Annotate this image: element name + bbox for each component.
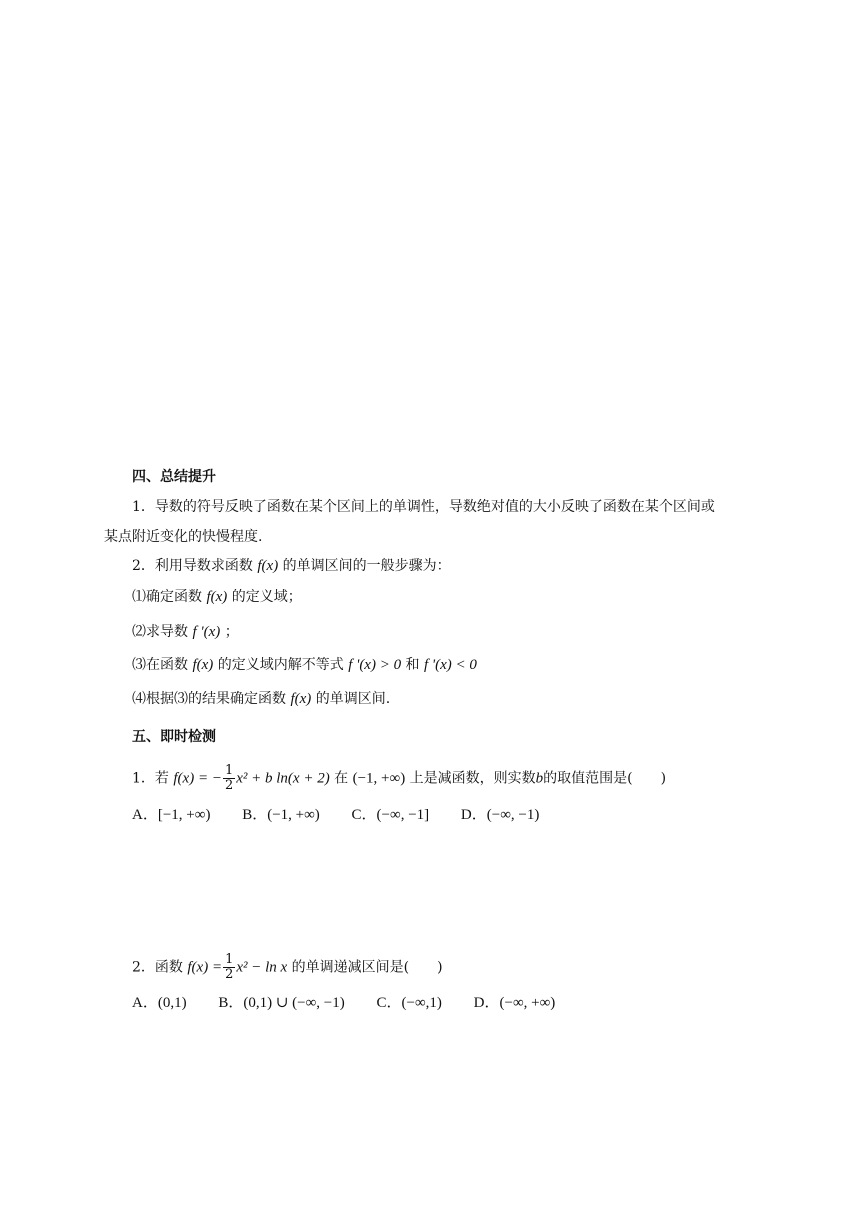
question-1-var-b: b (535, 770, 544, 787)
summary-point-2 (132, 556, 451, 576)
step-4-suffix: 的单调区间. (315, 691, 391, 707)
section-4-heading: 四、总结提升 (132, 469, 216, 485)
fraction-numerator: 1 (225, 952, 234, 967)
step-2 (132, 622, 239, 642)
question-2-expr-lhs: f(x) = (187, 959, 223, 976)
step-2-suffix: ； (224, 624, 239, 640)
question-1-options (132, 805, 539, 825)
section-5-heading: 五、即时检测 (132, 729, 216, 745)
question-2-expr-rhs: x² − ln x (236, 959, 288, 976)
step-1-prefix: ⑴确定函数 (132, 589, 202, 605)
function-fx: f(x) (257, 558, 279, 574)
question-1 (132, 764, 666, 793)
question-1-option-c[interactable]: C．(−∞, −1] (351, 807, 430, 823)
one-half-fraction (223, 953, 235, 982)
step-2-prefix: ⑵求导数 (132, 624, 188, 640)
question-1-option-b[interactable]: B．(−1, +∞) (242, 807, 320, 823)
question-2-option-a[interactable]: A．(0,1) (132, 995, 187, 1011)
one-half-fraction (223, 764, 235, 793)
question-2-option-d[interactable]: D．(−∞, +∞) (473, 995, 556, 1011)
question-1-interval: (−1, +∞) (352, 770, 406, 787)
function-fx: f(x) (192, 657, 214, 673)
question-1-option-a[interactable]: A．[−1, +∞) (132, 807, 211, 823)
question-2-text-end: 的单调递减区间是( ) (291, 959, 443, 976)
summary-point-2-suffix: 的单调区间的一般步骤为： (282, 558, 451, 574)
fraction-denominator: 2 (224, 778, 234, 793)
question-2-number: 2．函数 (132, 959, 183, 976)
question-1-option-d[interactable]: D．(−∞, −1) (460, 807, 540, 823)
question-1-in: 在 (334, 770, 349, 787)
question-1-text-end: 的取值范围是( ) (543, 770, 667, 787)
question-2-options (132, 993, 555, 1013)
function-fx: f(x) (206, 589, 228, 605)
question-2-option-c[interactable]: C．(−∞,1) (376, 995, 442, 1011)
question-1-text: 上是减函数，则实数 (409, 770, 536, 787)
question-1-expr-rhs: x² + b ln(x + 2) (236, 770, 330, 787)
step-1-suffix: 的定义域； (231, 589, 302, 605)
summary-point-2-prefix: 2．利用导数求函数 (132, 558, 253, 574)
step-4-prefix: ⑷根据⑶的结果确定函数 (132, 691, 286, 707)
summary-point-1-line-2: 某点附近变化的快慢程度. (104, 529, 263, 545)
step-1 (132, 587, 302, 607)
summary-point-1-line-1: 1．导数的符号反映了函数在某个区间上的单调性，导数绝对值的大小反映了函数在某个区间或 (132, 499, 715, 515)
step-4 (132, 689, 390, 709)
inequality-positive: f '(x) > 0 (348, 657, 402, 673)
inequality-negative: f '(x) < 0 (424, 657, 477, 673)
step-3-and: 和 (405, 657, 420, 673)
question-1-expr-lhs: f(x) = − (173, 770, 222, 787)
function-fx: f(x) (290, 691, 312, 707)
fraction-denominator: 2 (225, 967, 234, 982)
question-2 (132, 953, 443, 982)
step-3-prefix: ⑶在函数 (132, 657, 188, 673)
derivative-fpx: f '(x) (192, 624, 221, 640)
fraction-numerator: 1 (224, 763, 234, 778)
step-3-mid: 的定义域内解不等式 (217, 657, 344, 673)
step-3 (132, 655, 477, 675)
question-2-option-b[interactable]: B．(0,1) ∪ (−∞, −1) (218, 995, 345, 1011)
question-1-number: 1．若 (132, 770, 169, 787)
